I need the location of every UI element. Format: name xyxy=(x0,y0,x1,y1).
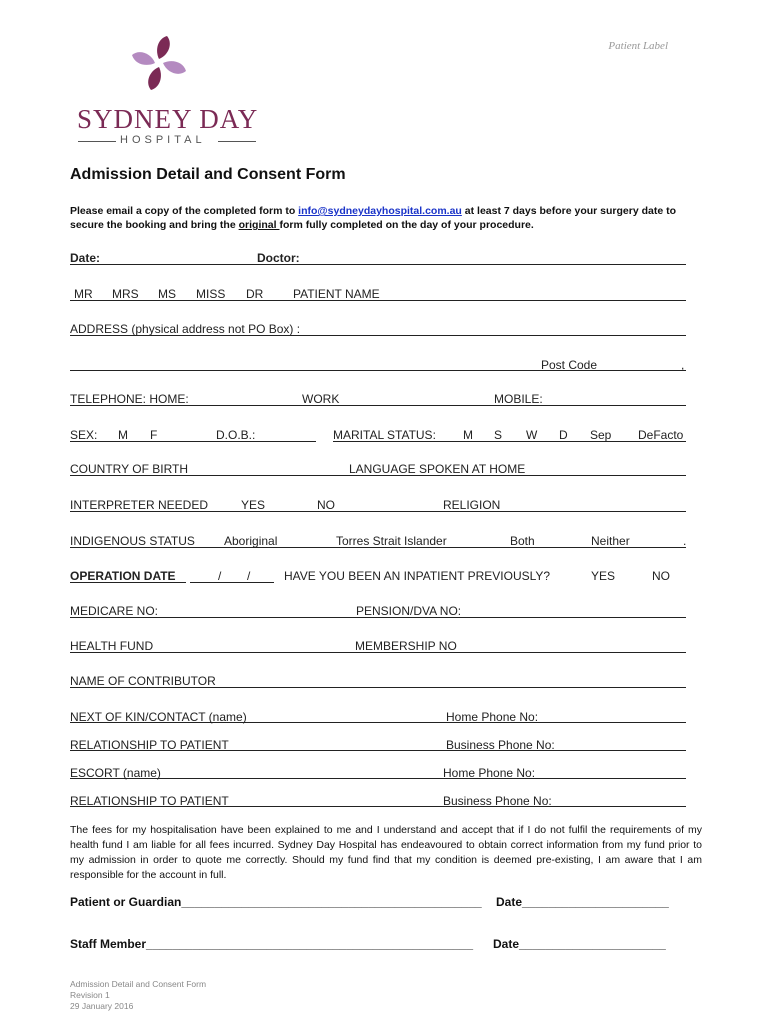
marital-option-w[interactable]: W xyxy=(526,428,538,442)
marital-status-label: MARITAL STATUS: xyxy=(333,428,436,442)
pension-label: PENSION/DVA NO: xyxy=(356,604,462,618)
intro-original: original xyxy=(238,219,280,231)
operation-date-label: OPERATION DATE xyxy=(70,569,176,583)
patient-label-area: Patient Label xyxy=(608,40,668,52)
doctor-label: Doctor: xyxy=(257,251,300,265)
date-label: Date: xyxy=(70,251,101,265)
logo-divider-left xyxy=(78,141,116,142)
title-dr[interactable]: DR xyxy=(246,287,264,301)
footer-revision: Revision 1 xyxy=(70,990,110,1000)
nok-business-phone-label: Business Phone No: xyxy=(446,738,555,752)
title-mrs[interactable]: MRS xyxy=(112,287,139,301)
staff-signature-date[interactable]: Date______________________ xyxy=(493,937,666,951)
escort-input-line[interactable] xyxy=(70,778,686,779)
country-language-input-line[interactable] xyxy=(70,475,686,476)
escort-relationship-label: RELATIONSHIP TO PATIENT xyxy=(70,794,229,808)
dob-label: D.O.B.: xyxy=(216,428,256,442)
indigenous-period: . xyxy=(683,534,687,548)
indigenous-torres-strait[interactable]: Torres Strait Islander xyxy=(336,534,447,548)
next-of-kin-label: NEXT OF KIN/CONTACT (name) xyxy=(70,710,247,724)
nok-relationship-label: RELATIONSHIP TO PATIENT xyxy=(70,738,229,752)
marital-option-d[interactable]: D xyxy=(559,428,568,442)
fees-consent-paragraph: The fees for my hospitalisation have been explained to me and I understand and accept that if I do not fulfil the requirements of my health fund I am liable for all fees incurred. Sydney Day Hospital has endeavoured to obtain correct information from my fund prior to my admission in order to quote me correctly. Should my fund find that my condition is deemed pre-existing, I am aware that I am responsible for the account in full. xyxy=(70,824,702,881)
indigenous-neither[interactable]: Neither xyxy=(591,534,630,548)
marital-option-s[interactable]: S xyxy=(494,428,503,442)
date-doctor-input-line[interactable] xyxy=(70,264,686,265)
interpreter-label: INTERPRETER NEEDED xyxy=(70,498,209,512)
sex-option-f[interactable]: F xyxy=(150,428,158,442)
marital-option-m[interactable]: M xyxy=(463,428,473,442)
address-line2-input-line[interactable] xyxy=(70,370,686,371)
logo-divider-right xyxy=(218,141,256,142)
telephone-input-line[interactable] xyxy=(70,405,686,406)
membership-label: MEMBERSHIP NO xyxy=(355,639,457,653)
email-link[interactable]: info@sydneydayhospital.com.au xyxy=(298,205,462,217)
health-fund-input-line[interactable] xyxy=(70,652,686,653)
form-title: Admission Detail and Consent Form xyxy=(70,166,346,183)
page-footer xyxy=(70,979,206,1012)
next-of-kin-input-line[interactable] xyxy=(70,722,686,723)
nok-relationship-input-line[interactable] xyxy=(70,750,686,751)
intro-after: form fully completed on the day of your procedure. xyxy=(279,219,534,231)
title-mr[interactable]: MR xyxy=(74,287,93,301)
sex-dob-marital-input-line[interactable] xyxy=(70,441,316,442)
interpreter-yes[interactable]: YES xyxy=(241,498,266,512)
marital-underline xyxy=(333,441,686,442)
inpatient-yes[interactable]: YES xyxy=(591,569,616,583)
telephone-home-label: TELEPHONE: HOME: xyxy=(70,392,189,406)
staff-member-signature[interactable]: Staff Member_________________________________________________ xyxy=(70,937,474,951)
intro-text xyxy=(70,204,710,232)
patient-name-label: PATIENT NAME xyxy=(293,287,380,301)
logo-pinwheel-icon xyxy=(127,34,191,92)
sex-label: SEX: xyxy=(70,428,98,442)
logo xyxy=(127,34,191,92)
nok-home-phone-label: Home Phone No: xyxy=(446,710,539,724)
indigenous-status-label: INDIGENOUS STATUS xyxy=(70,534,195,548)
operation-date-underline xyxy=(70,582,186,583)
patient-name-input-line[interactable] xyxy=(70,300,686,301)
logo-hospital-word: HOSPITAL xyxy=(120,134,206,146)
escort-home-phone-label: Home Phone No: xyxy=(443,766,536,780)
address-input-line[interactable] xyxy=(70,335,686,336)
indigenous-input-line[interactable] xyxy=(70,547,686,548)
escort-relationship-input-line[interactable] xyxy=(70,806,686,807)
post-code-comma: , xyxy=(681,358,685,372)
operation-date-input-line[interactable] xyxy=(190,582,274,583)
marital-option-defacto[interactable]: DeFacto xyxy=(638,428,684,442)
mobile-label: MOBILE: xyxy=(494,392,543,406)
intro-before: Please email a copy of the completed form to xyxy=(70,205,299,217)
post-code-label: Post Code xyxy=(541,358,598,372)
marital-option-sep[interactable]: Sep xyxy=(590,428,612,442)
medicare-label: MEDICARE NO: xyxy=(70,604,159,618)
title-miss[interactable]: MISS xyxy=(196,287,226,301)
work-phone-label: WORK xyxy=(302,392,340,406)
footer-date: 29 January 2016 xyxy=(70,1001,134,1011)
indigenous-both[interactable]: Both xyxy=(510,534,535,548)
inpatient-question: HAVE YOU BEEN AN INPATIENT PREVIOUSLY? xyxy=(284,569,551,583)
address-label: ADDRESS (physical address not PO Box) : xyxy=(70,322,301,336)
country-of-birth-label: COUNTRY OF BIRTH xyxy=(70,462,189,476)
interpreter-no[interactable]: NO xyxy=(317,498,335,512)
title-ms[interactable]: MS xyxy=(158,287,176,301)
contributor-label: NAME OF CONTRIBUTOR xyxy=(70,674,216,688)
contributor-input-line[interactable] xyxy=(70,687,686,688)
patient-signature-date[interactable]: Date______________________ xyxy=(496,895,669,909)
logo-hospital-name: SYDNEY DAY xyxy=(77,104,259,134)
medicare-pension-input-line[interactable] xyxy=(70,617,686,618)
operation-date-slash-1: / xyxy=(218,569,222,583)
language-label: LANGUAGE SPOKEN AT HOME xyxy=(349,462,526,476)
intro-middle: at least 7 days before your surgery date to secure the booking and bring the xyxy=(70,205,677,231)
footer-form-name: Admission Detail and Consent Form xyxy=(70,979,207,989)
interpreter-religion-input-line[interactable] xyxy=(70,511,686,512)
health-fund-label: HEALTH FUND xyxy=(70,639,154,653)
sex-option-m[interactable]: M xyxy=(118,428,128,442)
patient-guardian-signature[interactable]: Patient or Guardian_____________________________________________ xyxy=(70,895,482,909)
escort-label: ESCORT (name) xyxy=(70,766,161,780)
inpatient-no[interactable]: NO xyxy=(652,569,670,583)
operation-date-slash-2: / xyxy=(247,569,251,583)
religion-label: RELIGION xyxy=(443,498,501,512)
indigenous-aboriginal[interactable]: Aboriginal xyxy=(224,534,278,548)
escort-business-phone-label: Business Phone No: xyxy=(443,794,552,808)
